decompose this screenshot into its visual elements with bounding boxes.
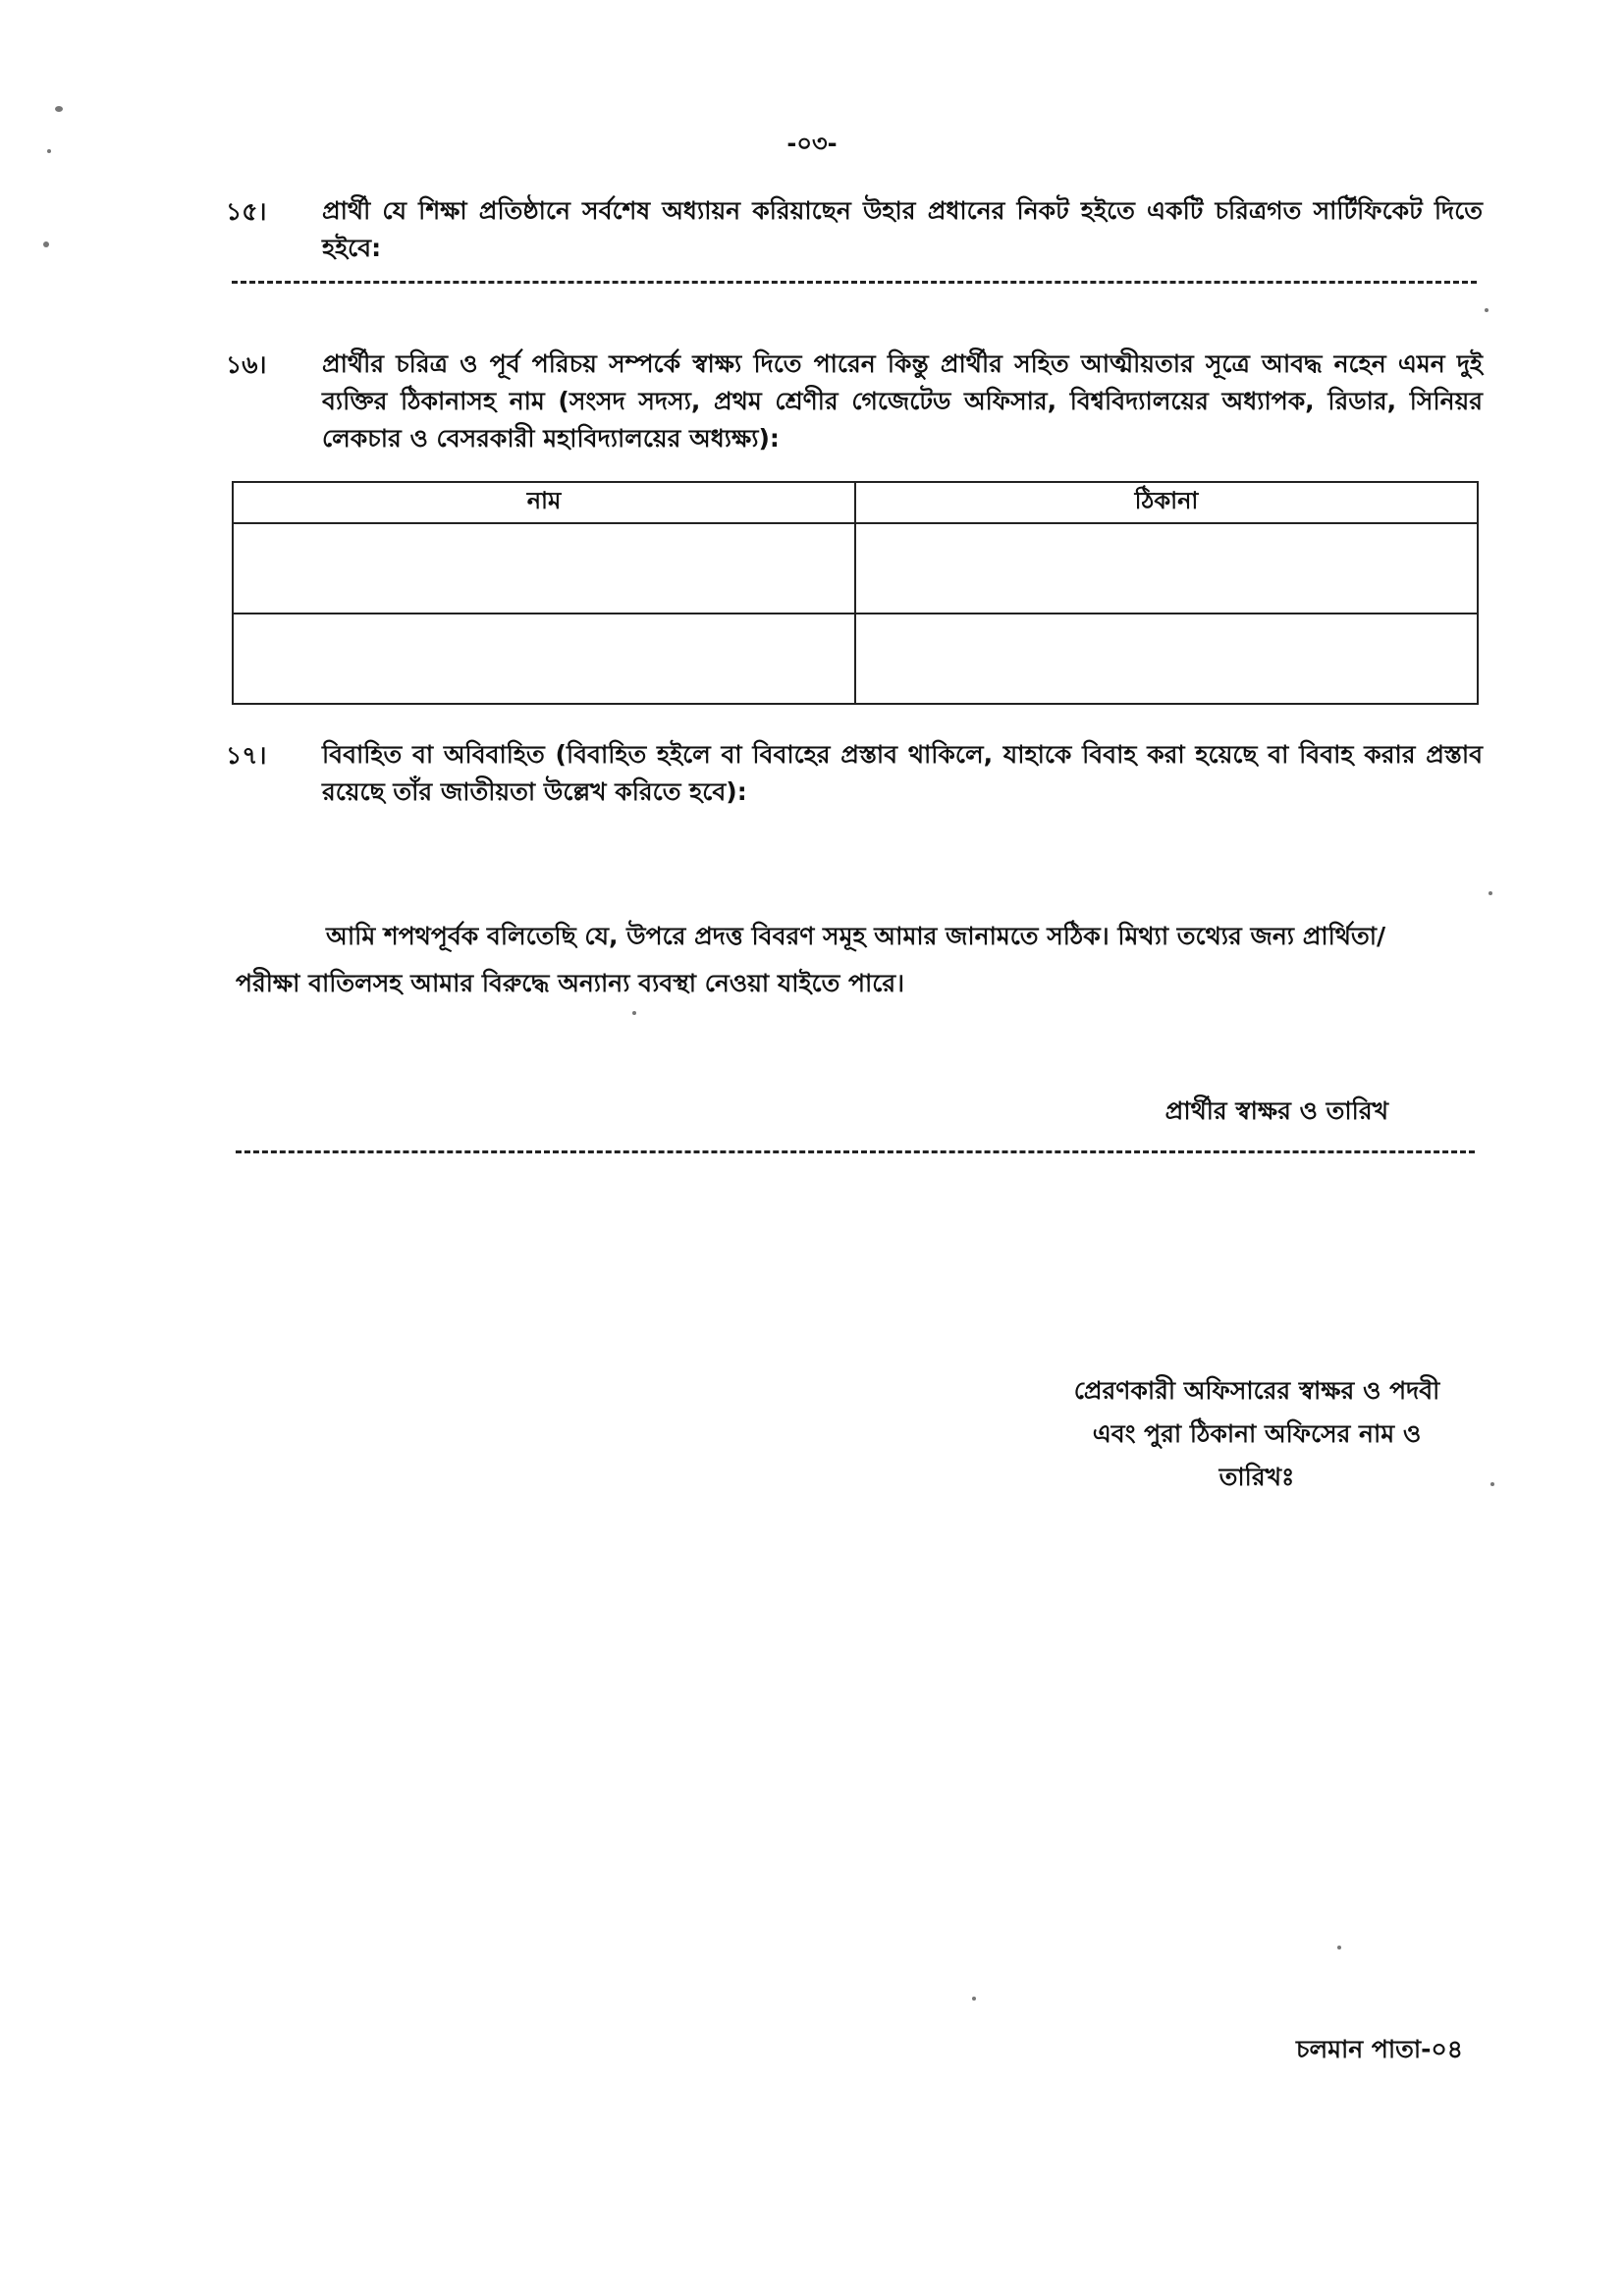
item-15: [226, 192, 1483, 262]
item-number: ১৫।: [226, 197, 267, 226]
column-header-name: নাম: [233, 482, 855, 523]
scan-speck: [1490, 1482, 1494, 1486]
scan-speck: [1337, 1946, 1341, 1949]
dashed-answer-line: [232, 281, 1477, 284]
reference-table: [232, 481, 1479, 705]
scan-speck: [55, 106, 63, 112]
item-16: [226, 346, 1483, 463]
address-cell: [855, 523, 1478, 614]
address-cell: [855, 614, 1478, 704]
scan-speck: [47, 149, 51, 153]
item-number: ১৬।: [226, 350, 267, 379]
table-header-row: [233, 482, 1478, 523]
scan-speck: [972, 1997, 976, 2001]
scan-speck: [1489, 891, 1492, 895]
table-row: [233, 523, 1478, 614]
column-header-address: ঠিকানা: [855, 482, 1478, 523]
name-cell: [233, 614, 855, 704]
forwarding-officer-block: [1060, 1369, 1453, 1499]
dashed-separator-line: [236, 1150, 1475, 1153]
candidate-signature-label: প্রার্থীর স্বাক্ষর ও তারিখ: [1164, 1096, 1388, 1125]
item-text: বিবাহিত বা অবিবাহিত (বিবাহিত হইলে বা বিবাহের প্রস্তাব থাকিলে, যাহাকে বিবাহ করা হয়েছে বা বিবাহ করার প্রস্তাব রয়েছে তাঁর জাতীয়তা উল্লেখ করিতে হবে):: [322, 740, 1483, 806]
officer-line: প্রেরণকারী অফিসারের স্বাক্ষর ও পদবী: [1073, 1376, 1440, 1405]
declaration-text: আমি শপথপূর্বক বলিতেছি যে, উপরে প্রদত্ত বিবরণ সমূহ আমার জানামতে সঠিক। মিথ্যা তথ্যের জন্য প্রার্থিতা/পরীক্ষা বাতিলসহ আমার বিরুদ্ধে অন্যান্য ব্যবস্থা নেওয়া যাইতে পারে।: [236, 922, 1386, 997]
officer-line: এবং পুরা ঠিকানা অফিসের নাম ও: [1092, 1419, 1422, 1448]
scan-speck: [1485, 308, 1489, 312]
item-text: প্রার্থীর চরিত্র ও পূর্ব পরিচয় সম্পর্কে স্বাক্ষ্য দিতে পারেন কিন্তু প্রার্থীর সহিত আত্মীয়তার সূত্রে আবদ্ধ নহেন এমন দুই ব্যক্তির ঠিকানাসহ নাম (সংসদ সদস্য, প্রথম শ্রেণীর গেজেটেড অফিসার, বিশ্ববিদ্যালয়ের অধ্যাপক, রিডার, সিনিয়র লেকচার ও বেসরকারী মহাবিদ্যালয়ের অধ্যক্ষ্য):: [322, 349, 1483, 453]
continuation-footer: চলমান পাতা-০৪: [1296, 2035, 1463, 2063]
table-row: [233, 614, 1478, 704]
item-number: ১৭।: [226, 741, 267, 770]
scan-speck: [43, 241, 49, 247]
page-number: -০৩-: [786, 130, 838, 157]
scan-speck: [632, 1011, 636, 1015]
name-cell: [233, 523, 855, 614]
item-17: [226, 736, 1483, 815]
officer-line: তারিখঃ: [1218, 1463, 1295, 1491]
item-text: প্রার্থী যে শিক্ষা প্রতিষ্ঠানে সর্বশেষ অধ্যায়ন করিয়াছেন উহার প্রধানের নিকট হইতে একটি চরিত্রগত সার্টিফিকেট দিতে হইবে:: [322, 196, 1483, 262]
